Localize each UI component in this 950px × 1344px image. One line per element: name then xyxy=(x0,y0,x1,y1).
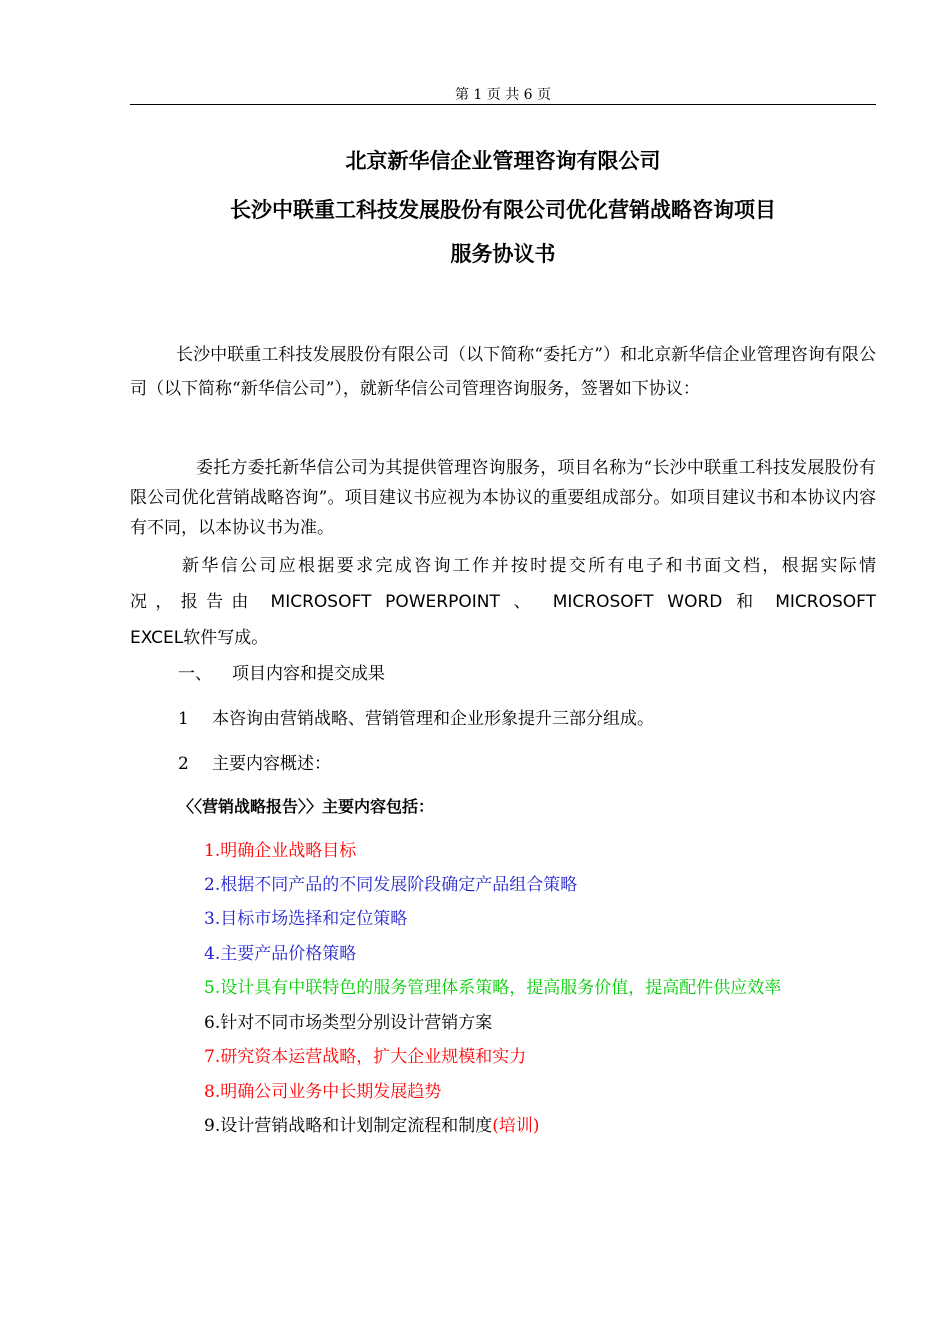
list-item-6: 6.针对不同市场类型分别设计营销方案 xyxy=(204,1013,493,1033)
separator-1: 、 xyxy=(513,592,539,612)
item-1-number: 1 xyxy=(178,709,189,729)
title-company: 北京新华信企业管理咨询有限公司 xyxy=(345,149,661,173)
section-number: 一、 xyxy=(178,664,212,684)
list-item-9 xyxy=(204,1114,540,1138)
software-excel: EXCEL xyxy=(130,628,184,648)
deliverables-rest: 软件写成。 xyxy=(183,628,269,648)
software-word: MICROSOFT WORD xyxy=(552,592,723,612)
separator-2: 和 xyxy=(736,592,762,612)
list-item-4: 4.主要产品价格策略 xyxy=(204,944,357,964)
report-subheading: 〈〈营销战略报告〉〉主要内容包括： xyxy=(178,797,435,816)
deliverables-line-3 xyxy=(130,620,876,656)
deliverables-line-1: 新华信公司应根据要求完成咨询工作并按时提交所有电子和书面文档，根据实际情 xyxy=(182,556,876,576)
list-item-2: 2.根据不同产品的不同发展阶段确定产品组合策略 xyxy=(204,875,578,895)
list-item-1: 1.明确企业战略目标 xyxy=(204,841,357,861)
title-project: 长沙中联重工科技发展股份有限公司优化营销战略咨询项目 xyxy=(230,198,776,222)
software-powerpoint: MICROSOFT POWERPOINT xyxy=(270,592,500,612)
list-item-9-text: 9.设计营销战略和计划制定流程和制度 xyxy=(204,1116,493,1136)
header-divider xyxy=(130,104,876,105)
item-2-number: 2 xyxy=(178,754,189,774)
deliverables-prefix: 况，报告由 xyxy=(130,592,257,612)
list-item-9-training-note: (培训) xyxy=(492,1116,540,1136)
item-1-text: 本咨询由营销战略、营销管理和企业形象提升三部分组成。 xyxy=(212,709,654,729)
section-heading: 项目内容和提交成果 xyxy=(232,664,385,684)
deliverables-line-2 xyxy=(130,584,876,620)
paragraph-deliverables xyxy=(130,548,876,656)
software-microsoft: MICROSOFT xyxy=(775,592,877,612)
page-header: 第 1 页 共 6 页 xyxy=(454,87,552,103)
list-item-5: 5.设计具有中联特色的服务管理体系策略，提高服务价值，提高配件供应效率 xyxy=(204,978,782,998)
list-item-7: 7.研究资本运营战略，扩大企业规模和实力 xyxy=(204,1047,527,1067)
paragraph-commission: 委托方委托新华信公司为其提供管理咨询服务，项目名称为“长沙中联重工科技发展股份有限公司优化营销战略咨询”。项目建议书应视为本协议的重要组成部分。如项目建议书和本协议内容有不同，以本协议书为准。 xyxy=(130,458,876,538)
item-2-text: 主要内容概述： xyxy=(212,754,331,774)
list-item-3: 3.目标市场选择和定位策略 xyxy=(204,909,408,929)
title-agreement: 服务协议书 xyxy=(450,242,556,266)
list-item-8: 8.明确公司业务中长期发展趋势 xyxy=(204,1082,442,1102)
paragraph-intro: 长沙中联重工科技发展股份有限公司（以下简称“委托方”）和北京新华信企业管理咨询有限公司（以下简称“新华信公司”），就新华信公司管理咨询服务，签署如下协议： xyxy=(130,345,876,399)
